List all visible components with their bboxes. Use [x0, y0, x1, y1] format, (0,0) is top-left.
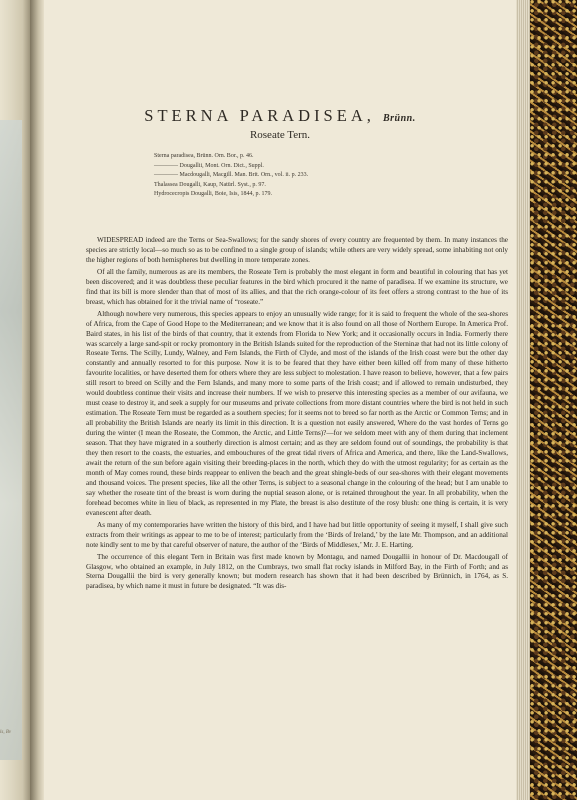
synonym-line: Sterna paradisea, Brünn. Orn. Bor., p. 46.	[154, 153, 254, 159]
synonym-list	[154, 152, 308, 200]
species-name: STERNA PARADISEA,	[144, 106, 375, 125]
species-author: Brünn.	[382, 113, 416, 124]
book-page	[44, 0, 516, 800]
paragraph: As many of my contemporaries have written the history of this bird, and I have had but little opportunity of seeing it myself, I shall give such extracts from their writings as appear to me to be of interest; particularly from the ‘Birds of Ireland,’ by the late Mr. Thompson, and an additional note kindly sent to me by that careful observer of nature, the author of the ‘Birds of Middlesex,’ Mr. J. E. Harting.	[86, 520, 508, 549]
common-name: Roseate Tern.	[249, 129, 311, 141]
paragraph: Although nowhere very numerous, this species appears to enjoy an unusually wide range; for it is said to frequent the whole of the sea-shores of Africa, from the Cape of Good Hope to the Mediterranean; and we know that it is also found on all those of Northern Europe. In America Prof. Baird states, in his list of the birds of that country, that it extends from Florida to New York; and it occasionally occurs in India. Formerly there was scarcely a large sand-spit or rocky promontory in the British Islands suited for the reproduction of the Sterninæ that had not its little colony of Roseate Terns. The Scilly, Lundy, Walney, and Fern Islands, the Firth of Clyde, and most of the islands of the Irish coast were but the other day constantly and annually resorted to for this purpose. Now it is to be feared that they have either been killed off from many of these hitherto favourite localities, or have deserted them for others where they are less subject to molestation. I have reason to believe, however, that a few pairs still resort to breed on Scilly and the Fern Islands, and many more to some parts of the Irish coast; and if allowed to remain undisturbed, they would doubtless continue their visits and increase their numbers. If we wish to preserve this interesting species as a member of our avifauna, we must cease to destroy it, and seek a supply for our museums and private collections from more distant countries where the bird is not held in such estimation. The Roseate Tern must be regarded as a southern species; for it seems not to breed so far north as the Arctic or Common Terns; and in all probability the British Islands are nearly its limit in this direction. It is a question not easily answered, Where do the vast hordes of Terns go during the winter (I mean the Roseate, the Common, the Arctic, and Little Terns)?—for we seldom meet with any of them during that inclement season. That they have migrated in a southerly direction is almost certain; and as they are seldom found out of soundings, the probability is that they then resort to the coasts, the estuaries, and embouchures of the great tidal rivers of Africa and America, and there, like the Land-Swallows, await the return of the sun before again visiting their breeding-places in the north, which they do with the utmost regularity; for as certain as the month of May comes round, these birds reappear to enliven the beach and the great shingle-beds of our sea-shores with their elegant movements and thousand voices. The present species, like all the other Terns, is subject to a seasonal change in the colouring of the head; but I am unable to say whether the roseate tint of the breast is worn during the nuptial season alone, or is retained throughout the year. In all probability, when the forehead becomes white in lieu of black, as represented in my Plate, the breast is also destitute of the rosy blush: one thing is certain, it is very evanescent after death.	[86, 309, 508, 517]
synonym-line: ———— Macdougalli, Macgill. Man. Brit. Orn., vol. ii. p. 233.	[154, 172, 309, 178]
synonym-line: ———— Dougallii, Mont. Orn. Dict., Suppl.	[154, 162, 264, 169]
paragraph: Of all the family, numerous as are its members, the Roseate Tern is probably the most elegant in form and beautiful in colouring that has yet been discovered; and it was doubtless these peculiar features in the bird which procured it the name of paradisea. If we examine its structure, we find that its bill is more slender than that of most of its allies, and that the rich orange-colour of its feet offers a strong contrast to the hue of its breast, which has obtained for it the trivial name of “roseate.”	[86, 267, 508, 306]
page-stack-edge	[516, 0, 530, 800]
page-title	[44, 106, 516, 126]
marbled-endpaper	[530, 0, 577, 800]
paragraph: WIDESPREAD indeed are the Terns or Sea-Swallows; for the sandy shores of every country are frequented by them. In many instances the species are strictly local—so much so as to be confined to a single group of islands; while others are very widely spread, some inhabiting not only the higher regions of both hemispheres but dwelling in more temperate zones.	[86, 236, 508, 264]
synonym-line: Thalassea Dougalli, Kaup, Natürl. Syst., p. 97.	[154, 181, 266, 188]
left-plate-caption: ls, Bv	[0, 730, 12, 735]
synonym-line: Hydrocecropis Dougalli, Boie, Isis, 1844, p. 179.	[154, 191, 272, 197]
left-plate-illustration	[0, 120, 22, 760]
paragraph: The occurrence of this elegant Tern in Britain was first made known by Montagu, and named Dougallii in honour of Dr. Macdougall of Glasgow, who obtained an example, in July 1812, on the Cumbrays, two small flat rocky islands in Milford Bay, in the Firth of Forth; and as Sterna Dougallii the bird is very generally known; but modern research has shown that it had been described by Brünnich, in 1764, as S. paradisea, by which name it must in future be designated. “It was dis-	[86, 552, 508, 591]
left-page-edge	[0, 0, 30, 800]
body-text	[86, 236, 508, 594]
book-gutter	[30, 0, 44, 800]
